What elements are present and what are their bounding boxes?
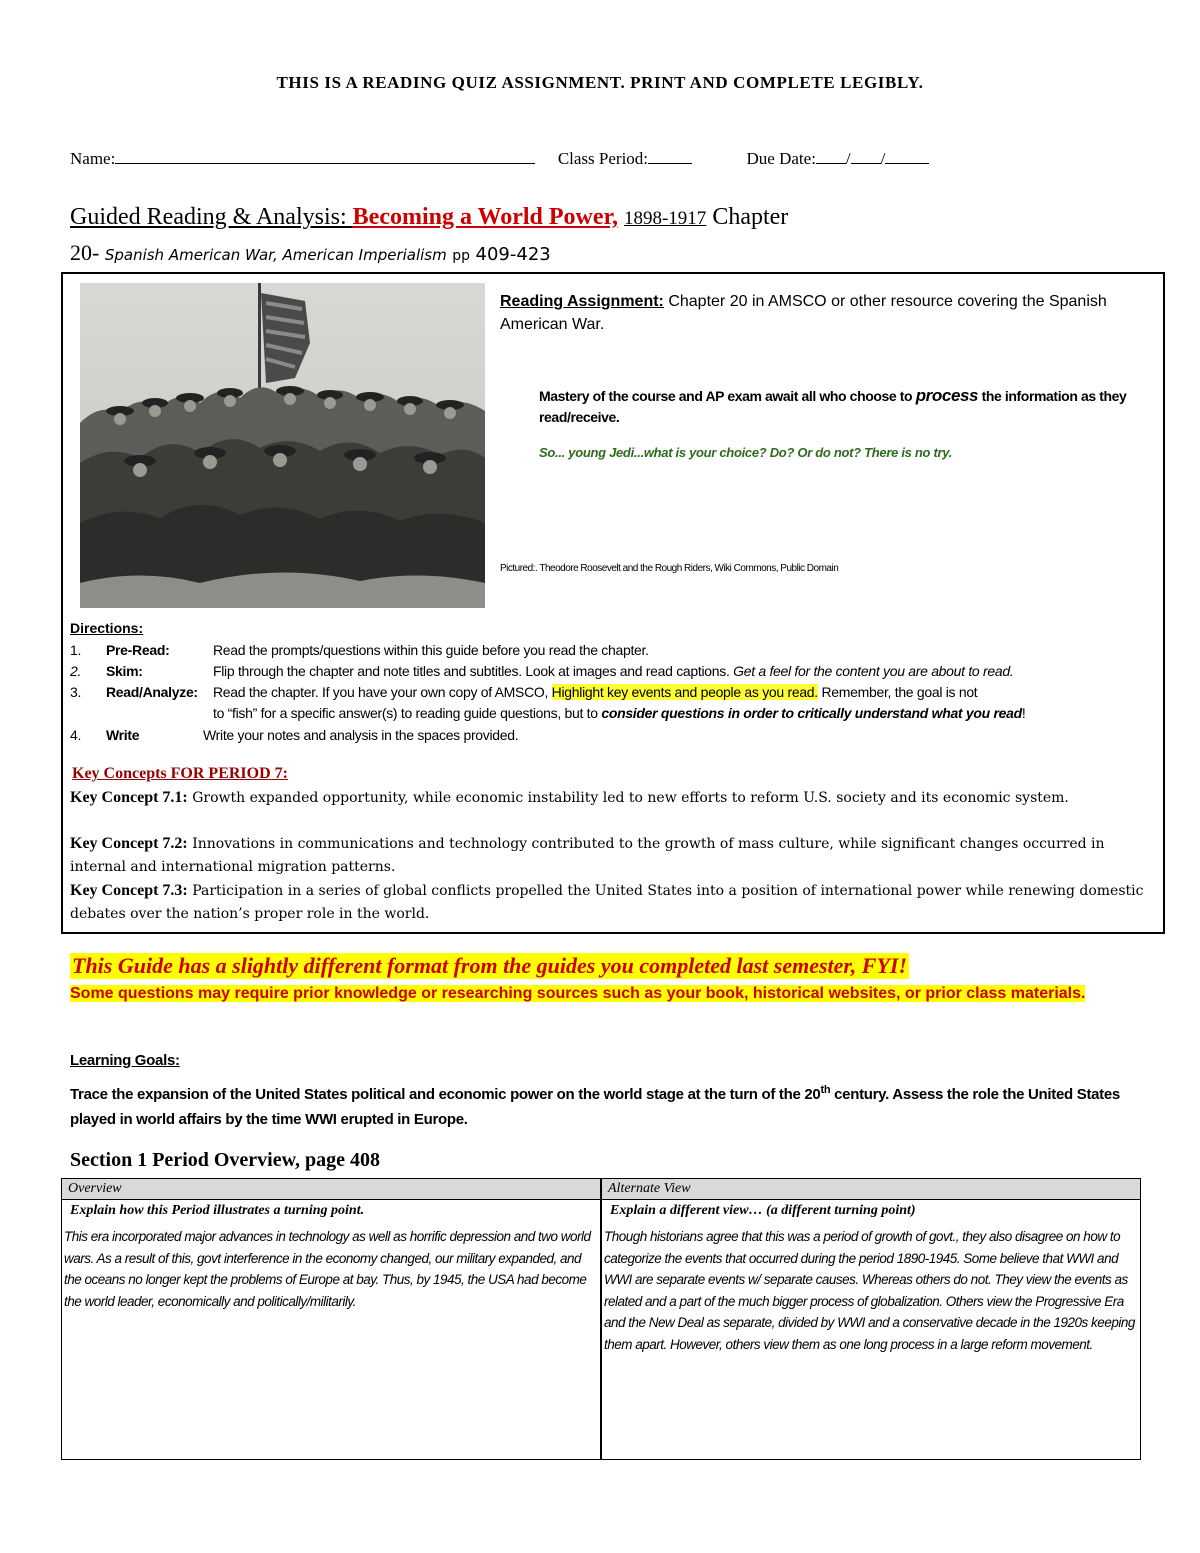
page-range: 409-423 xyxy=(475,244,551,265)
alternate-view-column xyxy=(602,1179,1140,1459)
due-month-field[interactable] xyxy=(816,147,846,164)
column-header: Overview xyxy=(62,1179,600,1200)
subtitle-topics: Spanish American War, American Imperialism xyxy=(104,246,447,264)
name-label: Name: xyxy=(70,149,116,168)
format-notice-headline: This Guide has a slightly different format from the guides you completed last semester, FYI! xyxy=(72,953,908,978)
format-notice-body: Some questions may require prior knowledge or researching sources such as your book, historical websites, or prior class materials. xyxy=(70,985,1086,1002)
due-day-field[interactable] xyxy=(851,147,881,164)
rough-riders-photo xyxy=(80,283,485,608)
name-field[interactable] xyxy=(115,147,535,164)
learning-goals-text: Trace the expansion of the United States political and economic power on the world stage at the turn of the 20th century. Assess the role the United States played in world affairs by the time WWI erupted in Europe. xyxy=(70,1084,1120,1128)
overview-column xyxy=(62,1179,602,1459)
overview-answer[interactable]: This era incorporated major advances in technology as well as horrific depression and two world wars. As a result of this, govt interference in the economy changed, our military expanded, and the oceans no longer kept the problems of Europe at bay. Thus, by 1945, the USA had become the world leader, economically and politically/militarily. xyxy=(64,1229,591,1309)
assignment-instruction: THIS IS A READING QUIZ ASSIGNMENT. PRINT AND COMPLETE LEGIBLY. xyxy=(276,73,924,92)
directions-title: Directions: xyxy=(70,620,144,636)
mastery-note: Mastery of the course and AP exam await all who choose to process the information as they read/receive. xyxy=(539,386,1127,425)
photo-caption: Pictured:. Theodore Roosevelt and the Rough Riders, Wiki Commons, Public Domain xyxy=(500,563,839,574)
reading-assignment-label: Reading Assignment: xyxy=(500,293,664,310)
key-concept-item: Key Concept 7.2: Innovations in communications and technology contributed to the growth of mass culture, while significant changes occurred in internal and international migration patterns. xyxy=(70,835,1105,875)
due-date-label: Due Date: xyxy=(746,149,816,168)
column-header: Alternate View xyxy=(602,1179,1140,1200)
student-info-row: Name: Class Period: Due Date: / / xyxy=(70,147,929,169)
highlight-instruction: Highlight key events and people as you read. xyxy=(551,684,818,700)
jedi-quote: So... young Jedi...what is your choice? Do? Or do not? There is no try. xyxy=(539,445,953,460)
title-years: 1898-1917 xyxy=(623,208,707,229)
key-concept-item: Key Concept 7.1: Growth expanded opportunity, while economic instability led to new efforts to reform U.S. society and its economic system. xyxy=(70,789,1069,806)
page-title: Guided Reading & Analysis: Becoming a World Power, 1898-1917 Chapter xyxy=(70,204,789,230)
alternate-view-answer[interactable]: Though historians agree that this was a period of growth of govt., they also disagree on how to categorize the events that occurred during the period 1890-1945. Some believe that WWI and WWI are separate events w/ separate causes. Whereas others do not. They view the events as related and a part of the much bigger process of globalization. Others view the Progressive Era and the New Deal as separate, divided by WWI and a conservative decade in the 1920s keeping them apart. However, others view them as one long process in a large reform movement. xyxy=(604,1229,1135,1352)
section-title: Section 1 Period Overview, page 408 xyxy=(70,1149,380,1171)
reading-assignment xyxy=(500,290,1140,336)
class-period-label: Class Period: xyxy=(557,149,649,168)
column-prompt: Explain how this Period illustrates a turning point. xyxy=(70,1203,365,1218)
overview-table xyxy=(61,1178,1141,1460)
key-concepts-title: Key Concepts FOR PERIOD 7: xyxy=(72,765,288,782)
column-prompt: Explain a different view… (a different turning point) xyxy=(610,1203,916,1218)
title-topic: Becoming a World Power, xyxy=(352,204,618,230)
due-year-field[interactable] xyxy=(885,147,929,164)
reading-assignment-text: Chapter 20 in AMSCO or other resource covering the Spanish American War. xyxy=(500,293,1107,333)
learning-goals-title: Learning Goals: xyxy=(70,1052,180,1069)
class-period-field[interactable] xyxy=(648,147,692,164)
key-concept-item: Key Concept 7.3: Participation in a series of global conflicts propelled the United States into a position of international power while renewing domestic debates over the nation’s proper role in the world. xyxy=(70,882,1144,922)
page-subtitle: 20- Spanish American War, American Imperialism pp 409-423 xyxy=(70,240,551,265)
